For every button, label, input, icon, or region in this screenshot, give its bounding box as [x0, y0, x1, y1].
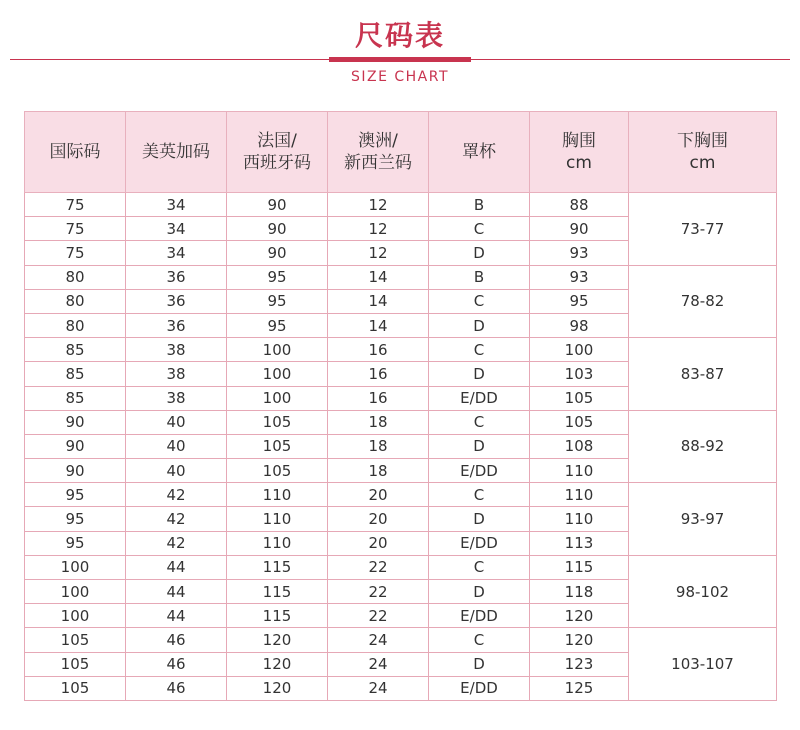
fr-es-size-cell: 115	[227, 555, 328, 579]
au-nz-size-cell: 16	[328, 362, 429, 386]
title-accent-bar	[329, 57, 471, 62]
underbust-cell: 83-87	[629, 338, 777, 411]
intl-size-cell: 90	[25, 410, 126, 434]
au-nz-size-cell: 16	[328, 386, 429, 410]
fr-es-size-cell: 120	[227, 628, 328, 652]
fr-es-size-cell: 90	[227, 241, 328, 265]
page-title: 尺码表	[354, 19, 445, 52]
bust-cell: 95	[530, 289, 629, 313]
au-nz-size-cell: 12	[328, 193, 429, 217]
au-nz-size-cell: 14	[328, 313, 429, 337]
intl-size-cell: 105	[25, 676, 126, 700]
intl-size-cell: 80	[25, 313, 126, 337]
table-row	[25, 410, 777, 434]
us-uk-size-cell: 40	[126, 459, 227, 483]
bust-cell: 100	[530, 338, 629, 362]
us-uk-size-cell: 42	[126, 483, 227, 507]
intl-size-cell: 80	[25, 265, 126, 289]
us-uk-size-cell: 46	[126, 676, 227, 700]
au-nz-size-cell: 20	[328, 483, 429, 507]
us-uk-size-cell: 36	[126, 265, 227, 289]
au-nz-size-cell: 14	[328, 289, 429, 313]
us-uk-size-cell: 36	[126, 289, 227, 313]
table-row	[25, 338, 777, 362]
header-label-line: 法国/	[257, 131, 297, 151]
bust-cell: 108	[530, 434, 629, 458]
intl-size-cell: 105	[25, 652, 126, 676]
underbust-cell: 73-77	[629, 193, 777, 266]
fr-es-size-cell: 105	[227, 410, 328, 434]
fr-es-size-cell: 90	[227, 217, 328, 241]
fr-es-size-cell: 110	[227, 531, 328, 555]
cup-cell: B	[429, 265, 530, 289]
bust-cell: 125	[530, 676, 629, 700]
fr-es-size-cell: 110	[227, 507, 328, 531]
bust-cell: 93	[530, 265, 629, 289]
table-row	[25, 483, 777, 507]
header-label-line: 国际码	[49, 142, 101, 162]
header-label-line: 罩杯	[462, 142, 496, 162]
us-uk-size-cell: 34	[126, 241, 227, 265]
header-label-line: cm	[566, 153, 592, 173]
cup-cell: D	[429, 507, 530, 531]
bust-cell: 120	[530, 604, 629, 628]
bust-cell: 110	[530, 507, 629, 531]
intl-size-cell: 95	[25, 483, 126, 507]
underbust-cell: 88-92	[629, 410, 777, 483]
cup-cell: D	[429, 434, 530, 458]
fr-es-size-cell: 115	[227, 604, 328, 628]
col-intl-size-header	[25, 112, 126, 193]
cup-cell: E/DD	[429, 386, 530, 410]
fr-es-size-cell: 90	[227, 193, 328, 217]
au-nz-size-cell: 12	[328, 241, 429, 265]
intl-size-cell: 75	[25, 241, 126, 265]
fr-es-size-cell: 120	[227, 676, 328, 700]
header-label-line: 美英加码	[142, 142, 210, 162]
cup-cell: C	[429, 555, 530, 579]
intl-size-cell: 95	[25, 507, 126, 531]
au-nz-size-cell: 22	[328, 555, 429, 579]
table-row	[25, 628, 777, 652]
col-au-nz-size-header	[328, 112, 429, 193]
table-row	[25, 265, 777, 289]
us-uk-size-cell: 42	[126, 507, 227, 531]
col-fr-es-size-header	[227, 112, 328, 193]
table-row	[25, 555, 777, 579]
us-uk-size-cell: 38	[126, 386, 227, 410]
fr-es-size-cell: 105	[227, 434, 328, 458]
au-nz-size-cell: 22	[328, 604, 429, 628]
intl-size-cell: 85	[25, 386, 126, 410]
underbust-cell: 98-102	[629, 555, 777, 628]
us-uk-size-cell: 38	[126, 338, 227, 362]
cup-cell: D	[429, 580, 530, 604]
us-uk-size-cell: 40	[126, 410, 227, 434]
bust-cell: 113	[530, 531, 629, 555]
header-label-line: 西班牙码	[243, 153, 311, 173]
au-nz-size-cell: 24	[328, 652, 429, 676]
au-nz-size-cell: 18	[328, 459, 429, 483]
us-uk-size-cell: 44	[126, 580, 227, 604]
header-label-line: 澳洲/	[358, 131, 398, 151]
cup-cell: D	[429, 362, 530, 386]
us-uk-size-cell: 34	[126, 217, 227, 241]
intl-size-cell: 100	[25, 604, 126, 628]
bust-cell: 123	[530, 652, 629, 676]
intl-size-cell: 90	[25, 434, 126, 458]
intl-size-cell: 90	[25, 459, 126, 483]
us-uk-size-cell: 38	[126, 362, 227, 386]
cup-cell: E/DD	[429, 459, 530, 483]
au-nz-size-cell: 18	[328, 434, 429, 458]
table-header-row	[25, 112, 777, 193]
au-nz-size-cell: 18	[328, 410, 429, 434]
bust-cell: 120	[530, 628, 629, 652]
cup-cell: B	[429, 193, 530, 217]
bust-cell: 88	[530, 193, 629, 217]
header-label-line: 新西兰码	[344, 153, 412, 173]
au-nz-size-cell: 14	[328, 265, 429, 289]
bust-cell: 118	[530, 580, 629, 604]
bust-cell: 105	[530, 410, 629, 434]
intl-size-cell: 100	[25, 580, 126, 604]
cup-cell: C	[429, 483, 530, 507]
us-uk-size-cell: 44	[126, 604, 227, 628]
intl-size-cell: 80	[25, 289, 126, 313]
intl-size-cell: 85	[25, 362, 126, 386]
cup-cell: D	[429, 241, 530, 265]
bust-cell: 110	[530, 459, 629, 483]
bust-cell: 98	[530, 313, 629, 337]
au-nz-size-cell: 16	[328, 338, 429, 362]
cup-cell: C	[429, 289, 530, 313]
bust-cell: 105	[530, 386, 629, 410]
cup-cell: E/DD	[429, 604, 530, 628]
underbust-cell: 78-82	[629, 265, 777, 338]
header-label-line: cm	[689, 153, 716, 173]
us-uk-size-cell: 34	[126, 193, 227, 217]
fr-es-size-cell: 100	[227, 386, 328, 410]
bust-cell: 110	[530, 483, 629, 507]
fr-es-size-cell: 105	[227, 459, 328, 483]
au-nz-size-cell: 24	[328, 628, 429, 652]
intl-size-cell: 75	[25, 193, 126, 217]
cup-cell: C	[429, 338, 530, 362]
cup-cell: C	[429, 628, 530, 652]
fr-es-size-cell: 110	[227, 483, 328, 507]
intl-size-cell: 75	[25, 217, 126, 241]
intl-size-cell: 100	[25, 555, 126, 579]
bust-cell: 93	[530, 241, 629, 265]
intl-size-cell: 85	[25, 338, 126, 362]
underbust-cell: 103-107	[629, 628, 777, 701]
fr-es-size-cell: 95	[227, 265, 328, 289]
bust-cell: 103	[530, 362, 629, 386]
table-body	[25, 193, 777, 701]
cup-cell: D	[429, 652, 530, 676]
au-nz-size-cell: 20	[328, 507, 429, 531]
au-nz-size-cell: 20	[328, 531, 429, 555]
au-nz-size-cell: 12	[328, 217, 429, 241]
cup-cell: C	[429, 217, 530, 241]
cup-cell: C	[429, 410, 530, 434]
cup-cell: E/DD	[429, 676, 530, 700]
header-label-line: 下胸围	[677, 131, 728, 151]
bust-cell: 90	[530, 217, 629, 241]
col-underbust-cm-header	[629, 112, 777, 193]
cup-cell: D	[429, 313, 530, 337]
fr-es-size-cell: 95	[227, 313, 328, 337]
intl-size-cell: 105	[25, 628, 126, 652]
bust-cell: 115	[530, 555, 629, 579]
us-uk-size-cell: 40	[126, 434, 227, 458]
size-chart-table	[24, 111, 777, 701]
col-bust-cm-header	[530, 112, 629, 193]
underbust-cell: 93-97	[629, 483, 777, 556]
col-us-uk-size-header	[126, 112, 227, 193]
fr-es-size-cell: 100	[227, 362, 328, 386]
table-row	[25, 193, 777, 217]
au-nz-size-cell: 24	[328, 676, 429, 700]
us-uk-size-cell: 46	[126, 628, 227, 652]
col-cup-header	[429, 112, 530, 193]
us-uk-size-cell: 44	[126, 555, 227, 579]
fr-es-size-cell: 115	[227, 580, 328, 604]
cup-cell: E/DD	[429, 531, 530, 555]
fr-es-size-cell: 95	[227, 289, 328, 313]
header-label-line: 胸围	[562, 131, 596, 151]
intl-size-cell: 95	[25, 531, 126, 555]
fr-es-size-cell: 100	[227, 338, 328, 362]
us-uk-size-cell: 42	[126, 531, 227, 555]
au-nz-size-cell: 22	[328, 580, 429, 604]
us-uk-size-cell: 46	[126, 652, 227, 676]
us-uk-size-cell: 36	[126, 313, 227, 337]
fr-es-size-cell: 120	[227, 652, 328, 676]
page-subtitle: SIZE CHART	[350, 69, 450, 85]
